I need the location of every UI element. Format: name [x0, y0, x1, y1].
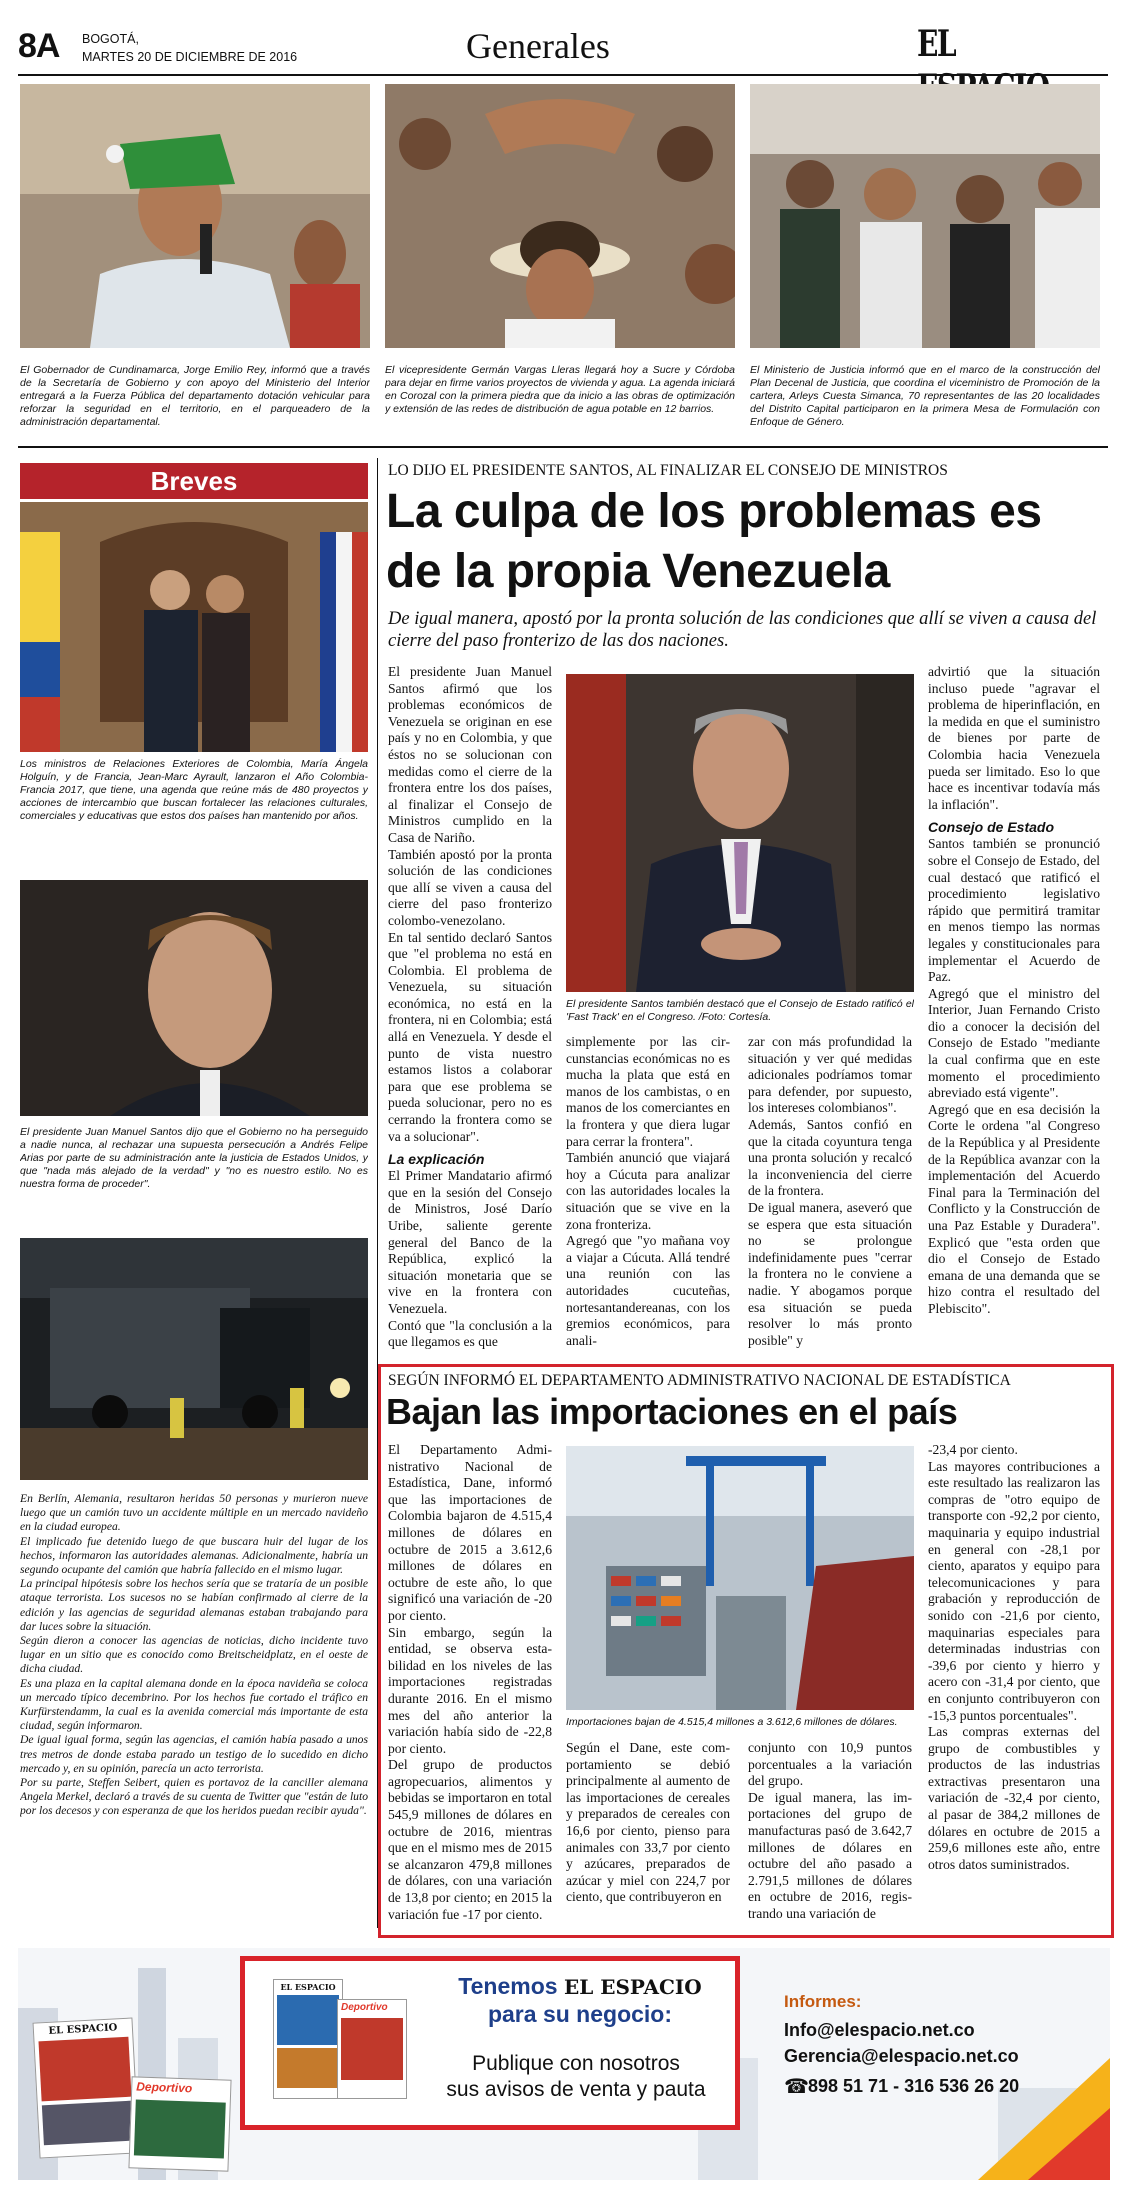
article1-paragraph: simplemente por las circunstancias económicas no es mucha la plata que está en manos de los cambistas, o en manos de los comerciantes en la frontera y que diera lugar para cerrar la frontera". — [566, 1034, 730, 1149]
ad-email-info[interactable]: Info@elespacio.net.co — [784, 2020, 975, 2040]
photo-colombia-france — [20, 502, 368, 752]
page-number: 8A — [18, 27, 60, 65]
article2-paragraph: -23,4 por ciento. — [928, 1442, 1018, 1457]
article2-column-1 — [388, 1442, 552, 1928]
caption-port-containers: Importaciones bajan de 4.515,4 millones a 3.612,6 millones de dólares. — [566, 1716, 898, 1728]
ad-email-gerencia[interactable]: Gerencia@elespacio.net.co — [784, 2046, 1019, 2066]
caption-santos-persecution: El presidente Juan Manuel Santos dijo que el Gobierno no ha perseguido a nadie nunca, al rechazar una supuesta persecución a Andrés Felipe Arias por parte de su administración ante la justicia de Estados Unidos, y que "nada más alejado de la verdad" y "no es nuestro estilo. No es nuestra forma de proceder". — [20, 1126, 368, 1190]
photo-port-containers — [566, 1446, 914, 1710]
article1-paragraph: De igual manera, aseveró que se espera que esta situación no se prolongue indefinidamente pues "cerrar la frontera no le conviene a nadie. Y abogamos porque esa situación se pueda resolver lo más pronto posible" y — [748, 1199, 912, 1348]
article2-headline: Bajan las importaciones en el país — [386, 1391, 958, 1432]
berlin-paragraph: El implicado fue detenido luego de que buscara huir del lugar de los hechos, informaron las autoridades alemanas. Adicionalmente, habría un segundo ocupante del camión que habría fallecido en el mismo lugar. — [20, 1534, 368, 1577]
ad-tenemos: Tenemos — [458, 1973, 558, 1999]
article1-subhead-consejo: Consejo de Estado — [928, 819, 1055, 836]
article2-paragraph: conjunto con 10,9 puntos porcentuales a la variación del grupo. — [748, 1740, 912, 1789]
article1-kicker: LO DIJO EL PRESIDENTE SANTOS, AL FINALIZAR EL CONSEJO DE MINISTROS — [388, 462, 948, 479]
photo-santos-portrait — [20, 880, 368, 1116]
breves-title: Breves — [150, 466, 238, 496]
photo-vice-president — [385, 84, 735, 348]
article1-paragraph: Contó que "la conclusión a la que llegamos es que — [388, 1317, 552, 1350]
berlin-paragraph: En Berlín, Alemania, resultaron heridas 50 personas y murieron nueve luego que un camión tuvo un accidente múltiple en un mercado navideño en la ciudad europea. — [20, 1492, 368, 1534]
ad-cover-1 — [33, 2017, 140, 2158]
ad-brand: EL ESPACIO — [563, 1975, 702, 1999]
ad-headline — [425, 1973, 735, 2000]
caption-colombia-france: Los ministros de Relaciones Exteriores de Colombia, María Ángela Holguín, y de Francia, Jean-Marc Ayrault, lanzaron el Año Colombia-Francia 2017, que tiene, una agenda que reúne más de 480 proyectos y acciones de intercambio que buscan fortalecer las relaciones culturales, comerciales y educativas que estos dos países han mantenido por años. — [20, 758, 368, 822]
ad-cover-mast: EL ESPACIO — [48, 2022, 118, 2037]
ad-cover-deportivo: Deportivo — [136, 2079, 193, 2096]
article1-paragraph: Santos también se pronunció sobre el Consejo de Estado, del cual destacó que ratificó el procedimiento legislativo rápido que permitirá tramitar en menos tiempo las normas legales y constitucionales para implementar el Acuerdo de Paz. — [928, 836, 1100, 985]
article1-column-3 — [748, 1034, 912, 1354]
berlin-paragraph: Por su parte, Steffen Seibert, quien es portavoz de la canciller alemana Angela Merkel, declaró a través de su cuenta de Twitter que "están de luto por los decesos y con esperanza de que los heridos puedan recibir ayuda". — [20, 1776, 368, 1818]
ad-avisos: sus avisos de venta y pauta — [446, 2078, 706, 2101]
article2-paragraph: Según el Dane, este comportamiento se debió principalmente al aumento de las importaciones de cereales y preparados de cereales con 16,6 por ciento, pienso para animales con 33,7 por ciento y azúcares, preparados de azúcar y miel con 224,7 por ciento, que contribuyeron en — [566, 1740, 730, 1905]
article2-column-4 — [928, 1442, 1100, 1928]
photo-justice-ministry — [750, 84, 1100, 348]
article1-column-1 — [388, 664, 552, 1354]
article1-paragraph: advirtió que la situación incluso puede "agravar el problema de hiperinflación, en la medida en que el suministro de bienes por parte de Colombia hacia Venezuela pueda ser limitado. Eso lo que hace es incentivar todavía más la inflación". — [928, 664, 1100, 812]
article2-paragraph: Sin embargo, según la entidad, se observa estabilidad en los niveles de las importaciones registradas durante 2016. En el mismo mes del año anterior la variación había sido de -22,8 por ciento. — [388, 1624, 552, 1756]
phone-icon: ☎ — [784, 2074, 809, 2098]
photo-santos-podium — [566, 674, 914, 992]
article1-paragraph: También apostó por la pronta solución de las condiciones que allí se viven a causa del cierre del paso fronterizo colombo-venezolano. — [388, 846, 552, 928]
berlin-paragraph: Es una plaza en la capital alemana donde en la época navideña se coloca un mercado típico decembrino. Por los hechos fue cortado el tráfico en Kurfürstendamm, la cual es la avenida comercial más importante de esta ciudad, según informaron. — [20, 1676, 368, 1733]
caption-santos-podium: El presidente Santos también destacó que el Consejo de Estado ratificó el 'Fast Track' en el Congreso. /Foto: Cortesía. — [566, 998, 914, 1023]
article2-paragraph: De igual manera, las importaciones del grupo de manufacturas pasó de 3.642,7 millones de dólares en octubre del año pasado a 2.791,5 millones de dólares en octubre de 2016, registrando una variación de — [748, 1789, 912, 1921]
header-city: BOGOTÁ, — [82, 32, 139, 46]
article2-paragraph: Las mayores contribuciones a este resultado las realizaron las compras de "otro equipo de transporte con -92,2 por ciento, maquinaria y equipo industrial en general con -28,1 por ciento, aparatos y equipo para telecomunicaciones y para grabación y reproducción de sonido con -21,6 por ciento, maquinarias especiales para determinadas industrias con -39,6 por ciento y hierro y acero con -31,4 por ciento, que en conjunto contribuyeron con -15,3 puntos porcentuales". — [928, 1458, 1100, 1723]
article1-paragraph: Agregó que el ministro del Interior, Juan Fernando Cristo dio a conocer la decisión del Consejo de Estado "mediante la cual confirma que en este momento el procedimiento abreviado está vigente". — [928, 985, 1100, 1101]
caption-vice-president: El vicepresidente Germán Vargas Lleras llegará hoy a Sucre y Córdoba para dejar en firme varios proyectos de vivienda y agua. La agenda iniciará en Corozal con la primera piedra que da inicio a las obras de optimización y extensión de las redes de distribución de agua potable en 12 barrios. — [385, 364, 735, 415]
breves-banner — [20, 463, 368, 499]
ad-cover-3 — [273, 1979, 343, 2099]
photo-berlin-truck — [20, 1238, 368, 1480]
article1-column-2 — [566, 1034, 730, 1354]
berlin-paragraph: Según dieron a conocer las agencias de noticias, dicho incidente tuvo lugar en un sitio que es conocido como Breitscheidplatz, en el oeste de dicha ciudad. — [20, 1634, 368, 1676]
section-title: Generales — [466, 26, 610, 66]
article2-paragraph: Las compras externas del grupo de combustibles y productos de las industrias extractivas presentaron una variación de -32,4 por ciento, al pasar de 384,2 millones de dólares en octubre de 2015 a 259,6 millones este año, entre otros datos suministrados. — [928, 1724, 1100, 1872]
article1-headline: La culpa de los problemas es de la propia Venezuela — [386, 485, 1042, 598]
article1-paragraph: También anunció que viajará hoy a Cúcuta para analizar con las autoridades locales la situación que se vive en la zona fronteriza. — [566, 1150, 730, 1232]
caption-justice-ministry: El Ministerio de Justicia informó que en el marco de la construcción del Plan Decenal de Justicia, que coordina el viceministro de Promoción de la cartera, Arleys Cuesta Simanca, 70 representantes de las 20 localidades del Distrito Capital participaron en la primera Mesa de Formulación con Enfoque de Género. — [750, 364, 1100, 428]
ad-cover-2 — [128, 2076, 231, 2171]
article2-paragraph: Del grupo de productos agropecuarios, alimentos y bebidas se importaron en total 545,9 millones de dólares en octubre de 2016, mientras que en el mismo mes de 2015 se alcanzaron 479,8 millones de dólares, con una variación de 13,8 por ciento; en 2015 la variación fue -17 por ciento. — [388, 1757, 552, 1922]
berlin-paragraph: La principal hipótesis sobre los hechos sería que se trataría de un posible ataque terrorista. Los sucesos no se habían confirmado al cierre de la edición y las agencias de seguridad alemanas estaban trabajando para dar luces sobre la situación. — [20, 1577, 368, 1633]
article1-paragraph: Agregó que en esa decisión la Corte le ordena "al Congreso de la República y al Presidente de la República avanzar con la implementación del Acuerdo Final para la Terminación del Conflicto y la Construcción de una Paz Estable y Duradera". Explicó que "esta orden que dio el Consejo de Estado emana de una demanda que se hizo contra el resultado del Plebiscito". — [928, 1101, 1100, 1316]
top-row-divider — [18, 446, 1108, 448]
ad-publique: Publique con nosotros — [472, 2052, 680, 2075]
article2-column-2 — [566, 1740, 730, 1928]
article2-kicker: SEGÚN INFORMÓ EL DEPARTAMENTO ADMINISTRATIVO NACIONAL DE ESTADÍSTICA — [388, 1372, 1011, 1389]
header-rule — [18, 74, 1108, 76]
ad-informes-label: Informes: — [784, 1992, 862, 2011]
photo-governor — [20, 84, 370, 348]
article1-paragraph: Agregó que "yo mañana voy a viajar a Cúcuta. Allá tendré una reunión con las autoridades cucuteñas, nortesantandereanas, con los gremios económicos, para anali- — [566, 1233, 730, 1348]
berlin-paragraph: De igual igual forma, según las agencias, el camión había pasado a unos tres metros de donde estaba parado un testigo de lo sucedido en dicho mercado y, en su opinión, parecía un acto terrorista. — [20, 1733, 368, 1775]
article1-paragraph: Además, Santos confió en que la citada coyuntura tenga una pronta solución y recalcó la inconveniencia del cierre de la frontera. — [748, 1116, 912, 1199]
article1-paragraph: En tal sentido declaró Santos que "el problema no está en Colombia. El problema de Venezuela, su situación económica, no está en la frontera, ni en Colombia; está allá en Venezuela. Y desde el punto de vista nuestro estamos listos a colaborar para que ese problema se pueda solucionar, pero no es cerrando la frontera como se va a solucionar". — [388, 929, 552, 1144]
header-date: MARTES 20 DE DICIEMBRE DE 2016 — [82, 50, 298, 64]
article1-column-4 — [928, 664, 1100, 1354]
article2-column-3 — [748, 1740, 912, 1928]
ad-negocio: para su negocio: — [487, 2001, 673, 2027]
article1-paragraph: zar con más profundidad la situación y ver qué medidas adicionales podríamos tomar para defender, por supuesto, los intereses colombianos". — [748, 1034, 912, 1116]
ad-cover-mast: EL ESPACIO — [280, 1982, 336, 1992]
berlin-brief — [20, 1492, 368, 1928]
article1-dek: De igual manera, apostó por la pronta solución de las condiciones que allí se viven a causa del cierre del paso fronterizo de las dos naciones. — [388, 609, 1097, 651]
masthead: EL — [917, 23, 956, 65]
caption-governor: El Gobernador de Cundinamarca, Jorge Emilio Rey, informó que a través de la Secretaría de Gobierno y con apoyo del Ministerio del Interior entregará a la Fuerza Pública del departamento dotación vehicular para reforzar la seguridad en el territorio, en el parqueadero de la administración departamental. — [20, 364, 370, 428]
article1-subhead-explicacion: La explicación — [388, 1151, 485, 1168]
ad-cover-deportivo: Deportivo — [341, 2002, 388, 2013]
article1-paragraph: El Primer Mandatario afirmó que en la sesión del Consejo de Ministros, José Darío Uribe, saliente gerente general del Banco de la República, explicó la situación monetaria que se vive en la frontera con Venezuela. — [388, 1168, 552, 1316]
ad-cover-4 — [337, 1999, 407, 2099]
ad-banner — [18, 1948, 1110, 2180]
article2-paragraph: El Departamento Administrativo Nacional de Estadística, Dane, informó que las importaciones de Colombia bajaron de 4.515,4 millones de dólares en octubre de 2015 a 3.612,6 millones de dólares en octubre de este año, lo que significó una variación de -20 por ciento. — [388, 1442, 552, 1623]
article1-paragraph: El presidente Juan Manuel Santos afirmó que los problemas económicos de Venezuela se originan en ese país y no en Colombia, y que éstos no se solucionan con medidas como el cierre de la frontera entre los dos países, al finalizar el Consejo de Ministros cumplido en la Casa de Nariño. — [388, 664, 552, 845]
ad-phone[interactable]: 898 51 71 - 316 536 26 20 — [808, 2076, 1020, 2096]
ad-central-box — [240, 1956, 740, 2130]
